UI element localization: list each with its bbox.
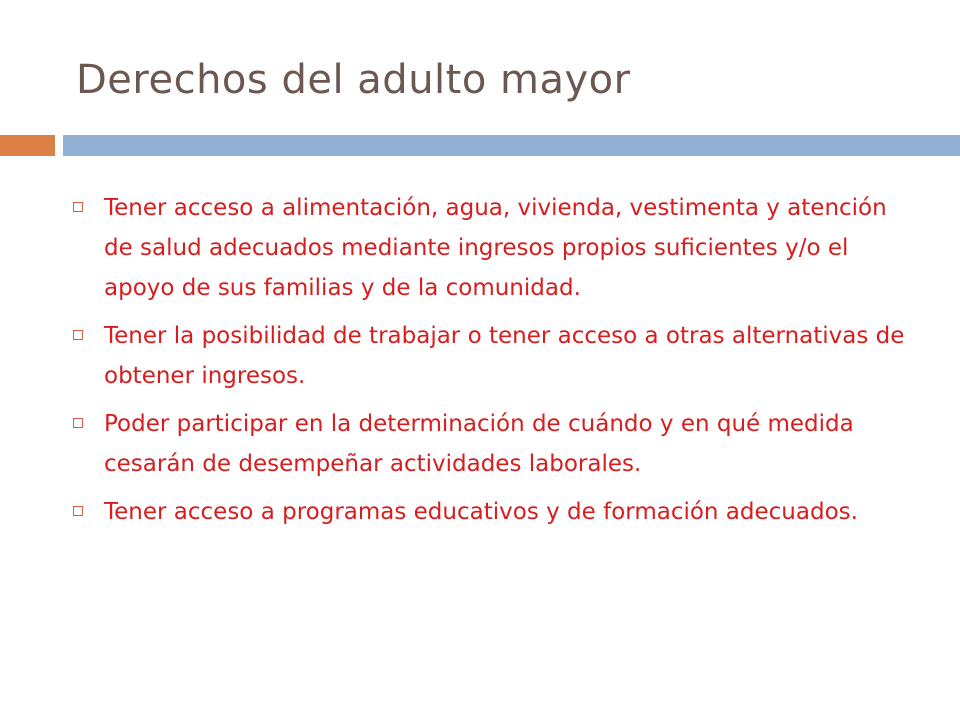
title-rule-bar xyxy=(63,135,960,156)
square-outline-icon xyxy=(73,418,83,428)
bullet-list xyxy=(70,188,920,540)
slide-title: Derechos del adulto mayor xyxy=(76,57,631,103)
bullet-text: Tener acceso a programas educativos y de formación adecuados. xyxy=(104,499,858,525)
bullet-item xyxy=(70,492,920,532)
bullet-text: Tener la posibilidad de trabajar o tener acceso a otras alternativas de obtener ingresos. xyxy=(104,323,905,389)
bullet-item xyxy=(70,188,920,308)
square-outline-icon xyxy=(73,330,83,340)
bullet-text: Poder participar en la determinación de cuándo y en qué medida cesarán de desempeñar actividades laborales. xyxy=(104,411,854,477)
bullet-text: Tener acceso a alimentación, agua, vivienda, vestimenta y atención de salud adecuados mediante ingresos propios suficientes y/o el apoyo de sus familias y de la comunidad. xyxy=(104,195,887,301)
title-rule-accent xyxy=(0,135,55,156)
square-outline-icon xyxy=(73,202,83,212)
bullet-item xyxy=(70,404,920,484)
bullet-item xyxy=(70,316,920,396)
square-outline-icon xyxy=(73,506,83,516)
